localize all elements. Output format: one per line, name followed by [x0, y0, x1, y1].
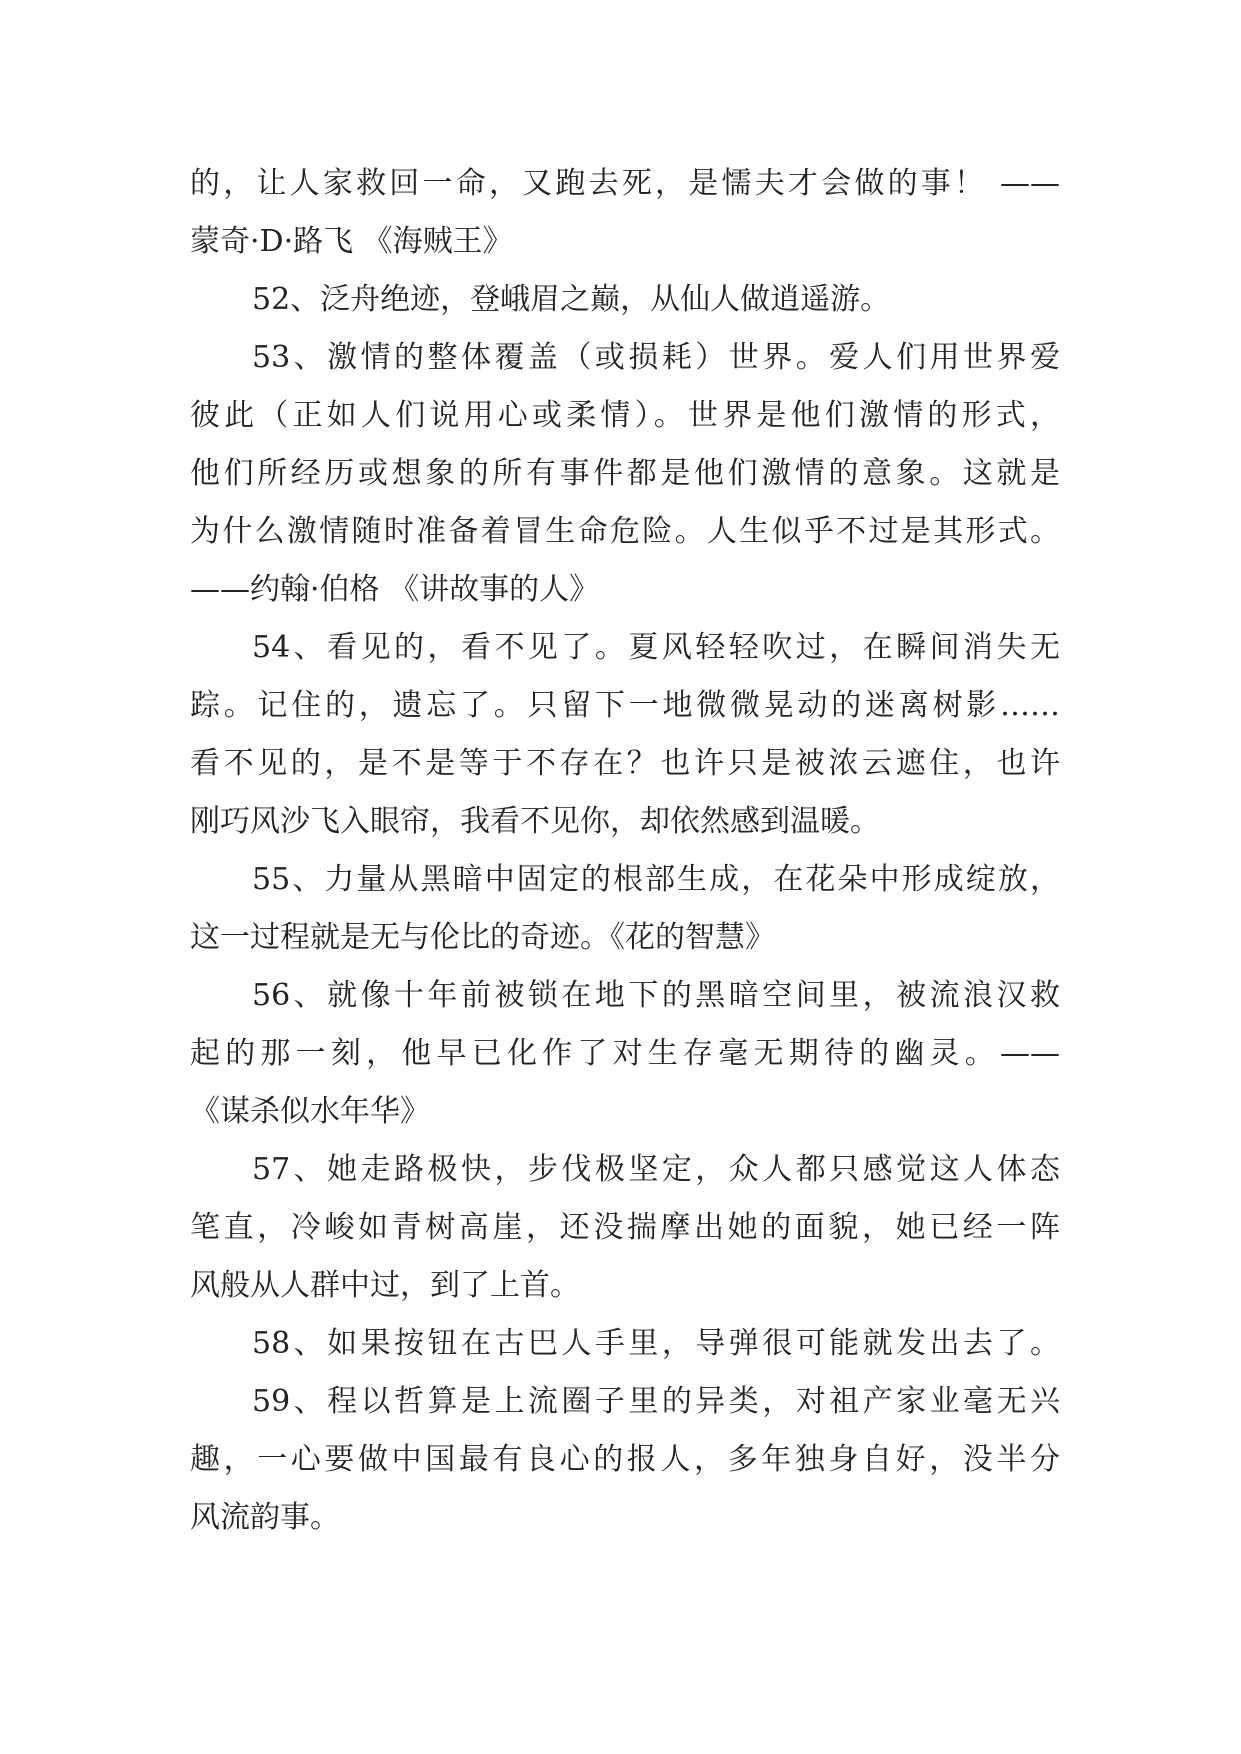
text-line: 蒙奇·D·路飞 《海贼王》	[190, 224, 513, 259]
text-line: 54、看见的，看不见了。夏风轻轻吹过，在瞬间消失无	[252, 630, 1060, 665]
text-line: 笔直，冷峻如青树高崖，还没揣摩出她的面貌，她已经一阵	[190, 1210, 1060, 1245]
text-line: 这一过程就是无与伦比的奇迹。《花的智慧》	[190, 920, 775, 955]
text-line: 58、如果按钮在古巴人手里，导弹很可能就发出去了。	[252, 1326, 1060, 1361]
document-body	[190, 155, 1060, 1547]
text-line: 的，让人家救回一命，又跑去死，是懦夫才会做的事！ ——	[190, 166, 1060, 201]
text-line: 57、她走路极快，步伐极坚定，众人都只感觉这人体态	[252, 1152, 1060, 1187]
text-line: 59、程以哲算是上流圈子里的异类，对祖产家业毫无兴	[252, 1384, 1060, 1419]
text-line: 风流韵事。	[190, 1500, 340, 1535]
text-line: 56、就像十年前被锁在地下的黑暗空间里，被流浪汉救	[252, 978, 1060, 1013]
text-line: 踪。记住的，遗忘了。只留下一地微微晃动的迷离树影……	[190, 688, 1060, 723]
text-line: 他们所经历或想象的所有事件都是他们激情的意象。这就是	[190, 456, 1060, 491]
text-line: 《谋杀似水年华》	[190, 1094, 430, 1129]
text-line: 55、力量从黑暗中固定的根部生成，在花朵中形成绽放，	[252, 862, 1060, 897]
text-line: 刚巧风沙飞入眼帘，我看不见你，却依然感到温暖。	[190, 804, 880, 839]
text-line: 53、激情的整体覆盖（或损耗）世界。爱人们用世界爱	[252, 340, 1060, 375]
text-line: 风般从人群中过，到了上首。	[190, 1268, 580, 1303]
text-line: 起的那一刻，他早已化作了对生存毫无期待的幽灵。——	[190, 1036, 1060, 1071]
text-line: ——约翰·伯格 《讲故事的人》	[190, 572, 600, 607]
text-line: 看不见的，是不是等于不存在？也许只是被浓云遮住，也许	[190, 746, 1060, 781]
text-line: 52、泛舟绝迹，登峨眉之巅，从仙人做逍遥游。	[252, 282, 891, 317]
text-line: 为什么激情随时准备着冒生命危险。人生似乎不过是其形式。	[190, 514, 1060, 549]
text-line: 趣，一心要做中国最有良心的报人，多年独身自好，没半分	[190, 1442, 1060, 1477]
text-line: 彼此（正如人们说用心或柔情）。世界是他们激情的形式，	[190, 398, 1060, 433]
